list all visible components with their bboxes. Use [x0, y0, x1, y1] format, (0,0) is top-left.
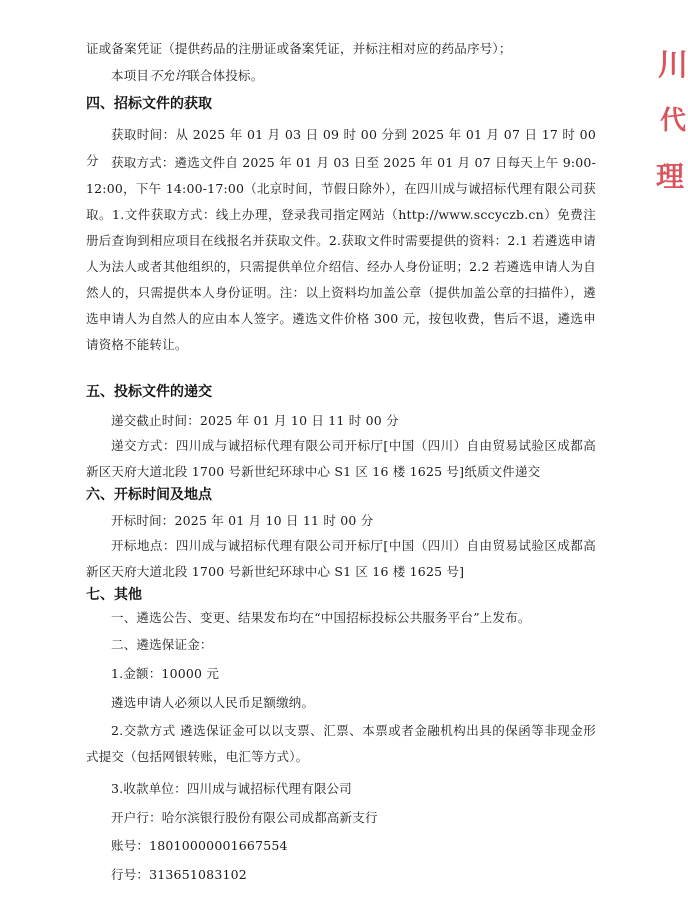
section4-method: 获取方式：遴选文件自 2025 年 01 月 03 日至 2025 年 01 月 07 日每天上午 9:00-12:00，下午 14:00-17:00（北京时间，节假日除外），在四川成与诚招标代理有限公司获取。1.文件获取方式：线上办理，登录我司指定网站（http://www.sccyczb.cn）免费注册后查询到相应项目在线报名并获取文件。2.获取文件时需要提供的资料：2.1 若遴选申请人为法人或者其他组织的，只需提供单位介绍信、经办人身份证明；2.2 若遴选申请人为自然人的，只需提供本人身份证明。注：以上资料均加盖公章（提供加盖公章的扫描件），遴选申请人为自然人的应由本人签字。遴选文件价格 300 元，按包收费，售后不退，遴选申请资格不能转让。: [86, 155, 596, 352]
section7-heading: 七、其他: [86, 587, 142, 603]
deposit-currency: 遴选申请人必须以人民币足额缴纳。: [111, 695, 315, 710]
section6-heading: 六、开标时间及地点: [86, 487, 212, 503]
stamp-char-2: 代: [660, 106, 687, 136]
deposit-pay-method: 2.交款方式 遴选保证金可以以支票、汇票、本票或者金融机构出具的保函等非现金形式提交（包括网银转账，电汇等方式）。: [86, 723, 596, 764]
section5-method: 递交方式：四川成与诚招标代理有限公司开标厅[中国（四川）自由贸易试验区成都高新区天府大道北段 1700 号新世纪环球中心 S1 区 16 楼 1625 号]纸质文件递交: [86, 438, 596, 479]
section4-heading: 四、招标文件的获取: [86, 96, 212, 112]
consortium-suffix: 联合体投标。: [187, 68, 264, 83]
section7-item2: 二、遴选保证金：: [111, 637, 213, 652]
consortium-line: [86, 63, 596, 89]
section6-time: 开标时间：2025 年 01 月 10 日 11 时 00 分: [111, 513, 374, 528]
section5-heading: 五、投标文件的递交: [86, 384, 212, 400]
deposit-account: 账号：18010000001667554: [111, 838, 288, 853]
section4-time: 获取时间：从 2025 年 01 月 03 日 09 时 00 分到 2025 年 01 月 07 日 17 时 00 分: [86, 127, 596, 168]
stamp-char-1: 川: [658, 48, 688, 83]
cert-line: 证或备案凭证（提供药品的注册证或备案凭证，并标注相对应的药品序号）；: [86, 41, 512, 56]
section7-item1: 一、遴选公告、变更、结果发布均在“中国招标投标公共服务平台”上发布。: [111, 610, 531, 625]
stamp-char-3: 理: [656, 160, 685, 193]
section5-deadline: 递交截止时间：2025 年 01 月 10 日 11 时 00 分: [111, 413, 399, 428]
deposit-bank-code: 行号：313651083102: [111, 867, 247, 882]
red-seal-stamp: [652, 0, 688, 200]
deposit-payee: 3.收款单位：四川成与诚招标代理有限公司: [111, 781, 352, 796]
deposit-amount: 1.金额：10000 元: [111, 666, 220, 681]
consortium-italic: 不允许: [149, 68, 188, 83]
consortium-prefix: 本项目: [111, 68, 150, 83]
section6-place: 开标地点：四川成与诚招标代理有限公司开标厅[中国（四川）自由贸易试验区成都高新区天府大道北段 1700 号新世纪环球中心 S1 区 16 楼 1625 号]: [86, 538, 596, 579]
deposit-bank: 开户行：哈尔滨银行股份有限公司成都高新支行: [111, 810, 378, 825]
